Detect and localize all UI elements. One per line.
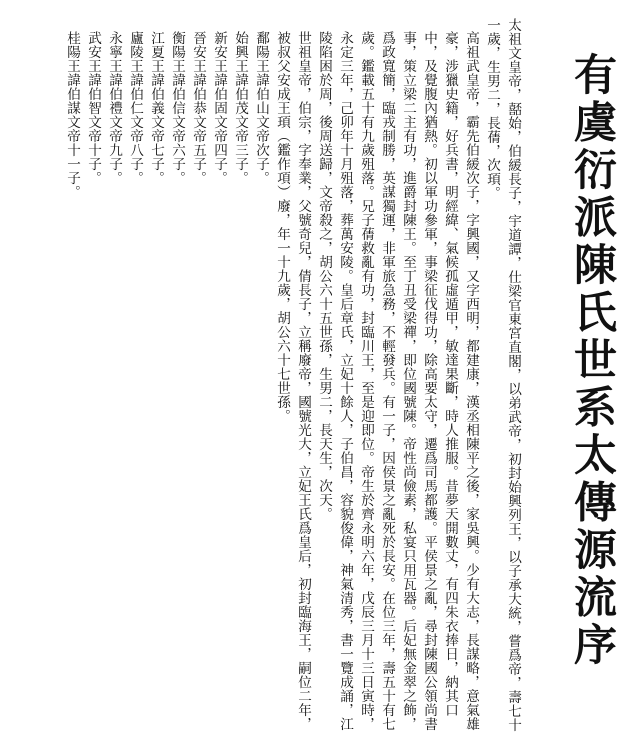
king-entry: 武安王諱伯智文帝十子。: [85, 31, 101, 185]
king-entry: 永寧王諱伯禮文帝九子。: [106, 31, 122, 185]
king-entry: 廬陵王諱伯仁文帝八子。: [127, 31, 143, 185]
king-entry: 鄱陽王諱伯山文帝次子。: [253, 31, 269, 185]
king-entry: 始興王諱伯茂文帝三子。: [232, 31, 248, 185]
king-entry: 新安王諱伯固文帝四子。: [211, 31, 227, 185]
document-body: [8, 18, 523, 734]
paragraph-shizu: 世祖皇帝，伯宗，字奉業，父號奇兒，倩長子，立稱廢帝，國號光大，立妃王氏爲皇后，初封臨海王，嗣位二年，被叔父安成王頊（鑑作項）廢，年一十九歲，胡公六十七世孫。: [274, 31, 311, 731]
king-entry: 桂陽王諱伯謀文帝十一子。: [64, 31, 80, 199]
king-entry: 衡陽王諱伯信文帝六子。: [169, 31, 185, 185]
paragraph-gaozu: 高祖武皇帝，霸先伯緩次子，字興國，又字西明，都建康，漢丞相陳平之後，家吳興。少有大志，長謀略，意氣雄豪，涉獵史籍，好兵書，明經緯、氣候孤虛遁甲，敏達果斷，時人推服。昔夢天開數丈，有四朱衣捧日，納其口中，及覺腹內猶熱。初以軍功參軍，事梁征伐得功，除高要太守，遷爲司馬都護。平侯景之亂，尋封陳國公領尚書事，策立梁二主有功，進爵封陳王。至丁丑受梁禪，即位國號陳。帝性尚儉素，私宴只用瓦器。后妃無金翠之飾，爲政寬簡，臨戎制勝，英謀獨運，非軍旅急務，不輕發兵。有一子，因侯景之亂死於長安。在位三年，壽五十有七歲。鑑載五十有九歲殂落。兄子蒨救亂有功，封臨川王，至是迎即位。帝生於齊永明六年，戊辰三月十三日寅時，永定三年，己卯年十月殂落，葬萬安陵。皇后章氏，立妃十餘人，子伯昌，容貌俊偉，神氣清秀，書一覽成誦，江陵陷困於周，後周送歸，文帝殺之，胡公六十五世孫，生男二，長天生，次天。: [316, 31, 479, 731]
king-entry: 晉安王諱伯恭文帝五子。: [190, 31, 206, 185]
paragraph-taizu: 太祖文皇帝，嚭始，伯緩長子，宇道譚，仕梁官東宮直閣，以弟武帝，初封始興列王，以子承大統，嘗爲帝，壽七十一歲，生男二，長蒨，次頊。: [484, 18, 521, 732]
king-entry: 江夏王諱伯義文帝七子。: [148, 31, 164, 185]
document-title: 有虞衍派陳氏世系太傳源流序: [567, 52, 617, 670]
